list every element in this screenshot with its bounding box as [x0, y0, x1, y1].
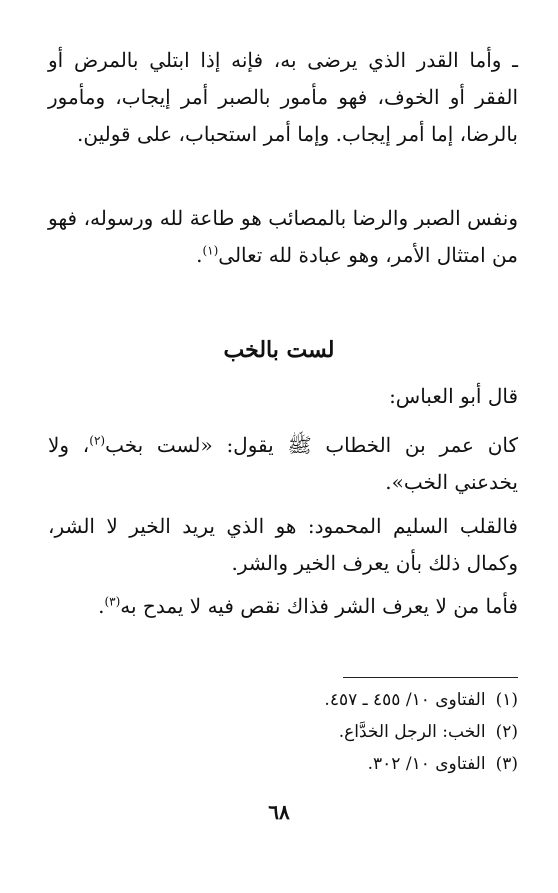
- section-heading: لست بالخب: [223, 337, 335, 363]
- footnote-ref-3: (٣): [104, 594, 121, 609]
- paragraph-6: فأما من لا يعرف الشر فذاك نقص فيه لا يمدح به$^{(٣)}$.: [98, 594, 518, 618]
- paragraph-5: فالقلب السليم المحمود: هو الذي يريد الخير لا الشر، وكمال ذلك بأن يعرف الخير والشر.: [48, 514, 518, 575]
- footnote-divider: [343, 677, 518, 678]
- footnote-3: (٣)الفتاوى ١٠/ ٣٠٢.: [367, 754, 518, 774]
- paragraph-3: قال أبو العباس:: [389, 384, 518, 408]
- page-number: ٦٨: [268, 800, 290, 824]
- footnote-2: (٢)الخب: الرجل الخدَّاع.: [338, 722, 518, 742]
- paragraph-4: كان عمر بن الخطاب ﷺ يقول: «لست بخب$^{(٢)}$، ولا يخدعني الخب».: [48, 433, 518, 494]
- footnote-ref-2: (٢): [89, 433, 106, 448]
- footnote-1: (١)الفتاوى ١٠/ ٤٥٥ ـ ٤٥٧.: [324, 690, 518, 710]
- paragraph-2: ونفس الصبر والرضا بالمصائب هو طاعة لله ورسوله، فهو من امتثال الأمر، وهو عبادة لله تعالى$^{(١)}$.: [48, 206, 518, 267]
- paragraph-1: ـ وأما القدر الذي يرضى به، فإنه إذا ابتلي بالمرض أو الفقر أو الخوف، فهو مأمور بالصبر أمر إيجاب، ومأمور بالرضا، إما أمر إيجاب. وإما أمر استحباب، على قولين.: [48, 48, 518, 146]
- footnote-ref-1: (١): [202, 243, 219, 258]
